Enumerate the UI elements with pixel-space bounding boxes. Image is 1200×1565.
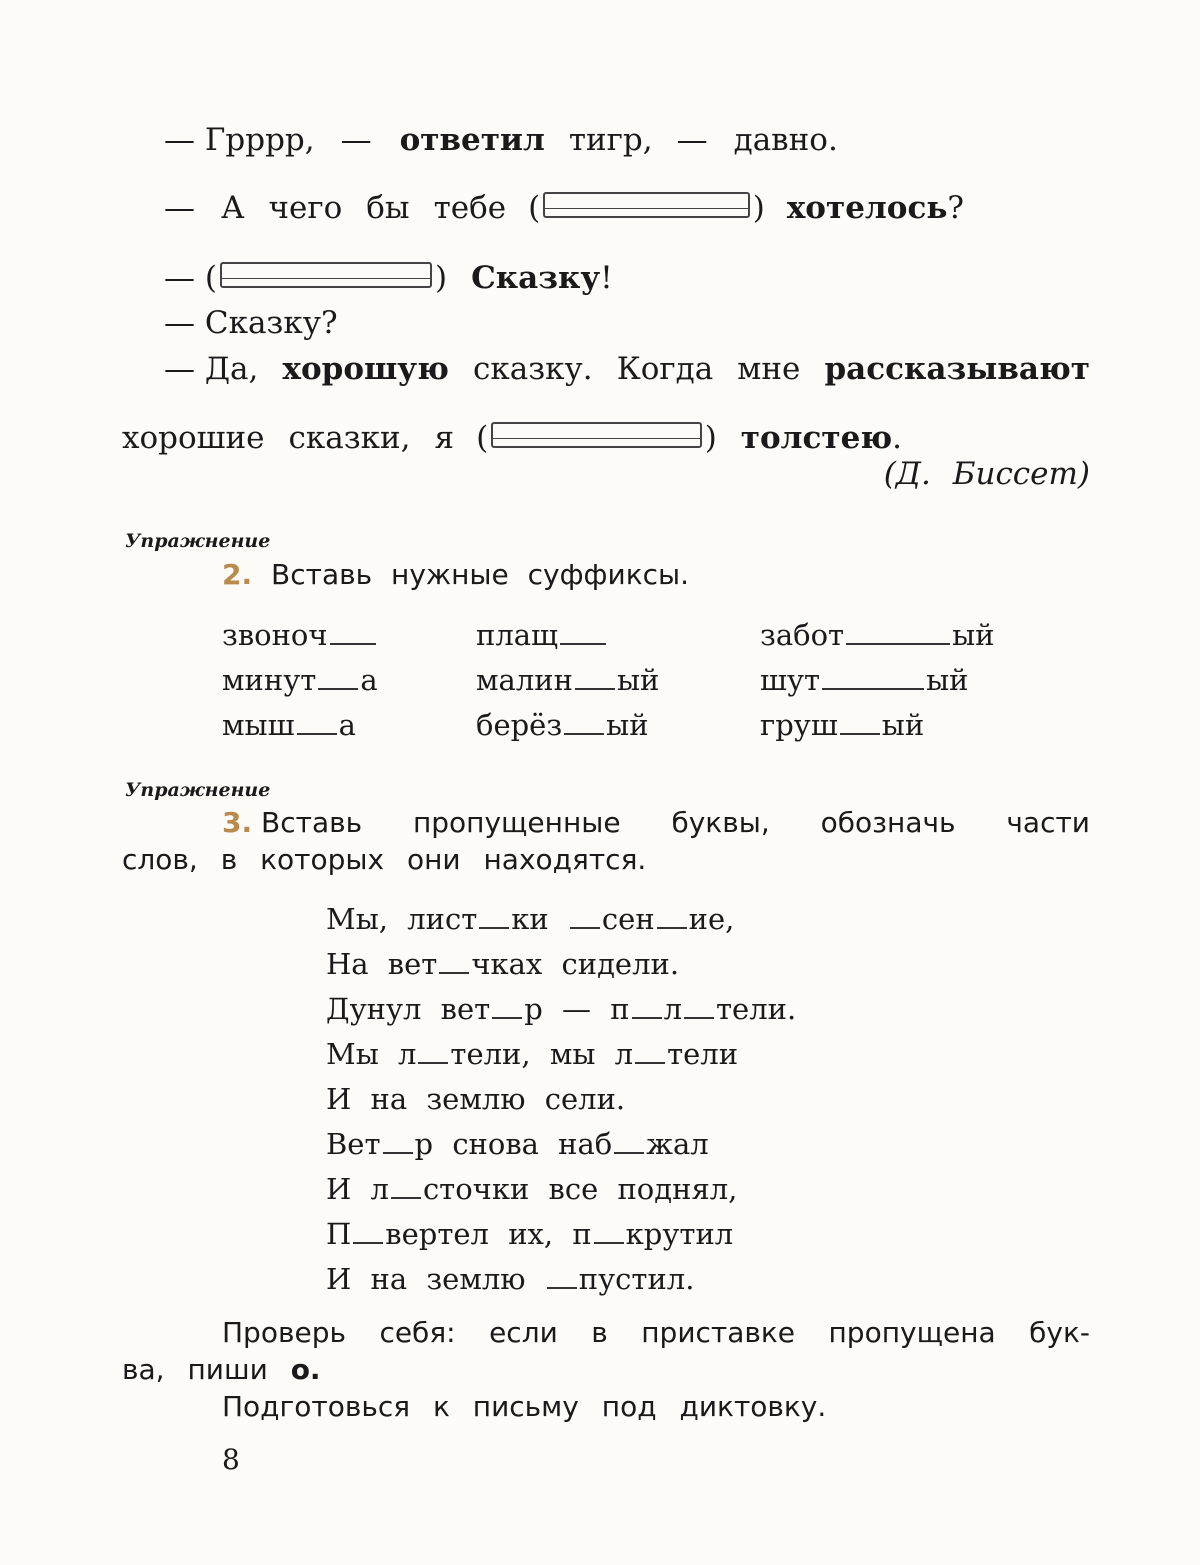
text-bold: Сказку xyxy=(471,260,601,296)
word-ending: ый xyxy=(926,663,969,697)
text: Мы, лист xyxy=(326,902,478,936)
poem-line-6 xyxy=(326,1127,709,1161)
dialogue-line-1 xyxy=(164,122,844,158)
text-bold: толстею xyxy=(740,420,893,456)
word-ending: а xyxy=(360,663,378,697)
blank-line[interactable] xyxy=(297,733,337,735)
task-text: буквы, xyxy=(671,806,770,839)
author-credit: (Д. Биссет) xyxy=(883,456,1090,492)
blank-line[interactable] xyxy=(564,733,604,735)
dialogue-line-5 xyxy=(164,351,1090,387)
word-cell xyxy=(476,708,649,742)
word-cell xyxy=(222,708,356,742)
text: бы xyxy=(366,190,410,226)
word: шут xyxy=(760,663,821,697)
task-text: Вставь xyxy=(261,806,363,839)
exercise-label: Упражнение xyxy=(125,530,271,552)
word-ending: ый xyxy=(952,618,995,652)
text: давно. xyxy=(733,122,838,158)
word: минут xyxy=(222,663,317,697)
poem-line-1 xyxy=(326,902,734,936)
text: чего xyxy=(268,190,343,226)
answer-blank[interactable] xyxy=(491,422,702,448)
blank-line[interactable] xyxy=(353,1242,383,1244)
dash: — xyxy=(164,190,195,226)
blank-line[interactable] xyxy=(479,927,509,929)
paren-close: ) xyxy=(704,420,717,456)
exercise-number: 3. xyxy=(222,806,253,839)
text: Вет xyxy=(326,1127,381,1161)
text: тели xyxy=(667,1037,739,1071)
text: А xyxy=(221,190,245,226)
text: тели. xyxy=(716,992,797,1026)
poem-line-9 xyxy=(326,1262,694,1296)
text: На вет xyxy=(326,947,438,981)
word: забот xyxy=(760,618,845,652)
page-number: 8 xyxy=(222,1443,240,1476)
text: П xyxy=(326,1217,352,1251)
poem-line-3 xyxy=(326,992,796,1026)
blank-line[interactable] xyxy=(391,1197,421,1199)
word-cell xyxy=(760,708,924,742)
word-cell xyxy=(760,618,995,652)
check-note-line-2 xyxy=(122,1353,321,1386)
text: пропущена xyxy=(828,1316,996,1349)
text: ? xyxy=(947,190,964,226)
exercise-label: Упражнение xyxy=(125,779,271,801)
word-ending: а xyxy=(338,708,356,742)
task-text: Вставь нужные суффиксы. xyxy=(271,558,690,591)
text: р снова наб xyxy=(414,1127,613,1161)
text: тели, мы л xyxy=(450,1037,634,1071)
poem-line-4 xyxy=(326,1037,738,1071)
text: — xyxy=(340,122,372,158)
word-cell xyxy=(476,618,608,652)
word-cell xyxy=(222,618,378,652)
text: если xyxy=(489,1316,558,1349)
poem-line-5 xyxy=(326,1082,625,1116)
text: ва, пиши xyxy=(122,1353,291,1386)
text: — Да, xyxy=(164,351,259,387)
word: берёз xyxy=(476,708,563,742)
text: пустил. xyxy=(578,1262,695,1296)
dialogue-line-6 xyxy=(122,420,902,456)
blank-line[interactable] xyxy=(439,972,469,974)
text: Проверь xyxy=(222,1316,346,1349)
prepare-note: Подготовься к письму под диктовку. xyxy=(222,1390,827,1423)
text: сточки все поднял, xyxy=(422,1172,738,1206)
text: ! xyxy=(600,260,613,296)
blank-line[interactable] xyxy=(492,1017,522,1019)
text: — ( xyxy=(164,260,217,296)
text: Когда xyxy=(616,351,714,387)
text: тигр, xyxy=(568,122,653,158)
text: в xyxy=(591,1316,608,1349)
text: я xyxy=(434,420,455,456)
text: И на землю сели. xyxy=(326,1082,626,1116)
answer-blank[interactable] xyxy=(543,192,750,218)
text: р — п xyxy=(524,992,630,1026)
text: себя: xyxy=(379,1316,456,1349)
poem-line-2 xyxy=(326,947,679,981)
blank-line[interactable] xyxy=(840,733,880,735)
text: мне xyxy=(737,351,801,387)
word-cell xyxy=(760,663,969,697)
blank-line[interactable] xyxy=(547,1287,577,1289)
exercise-3-task-line-2: слов, в которых они находятся. xyxy=(122,843,647,876)
blank-line[interactable] xyxy=(684,1017,714,1019)
text: — Грррр, xyxy=(164,122,315,158)
word-ending: ый xyxy=(881,708,925,742)
paren-open: ( xyxy=(528,190,541,226)
text: ки xyxy=(511,902,568,936)
exercise-number: 2. xyxy=(222,558,253,591)
task-text: обозначь xyxy=(820,806,956,839)
text: И л xyxy=(326,1172,389,1206)
word: груш xyxy=(760,708,838,742)
blank-line[interactable] xyxy=(614,1152,644,1154)
blank-line[interactable] xyxy=(570,927,600,929)
blank-line[interactable] xyxy=(575,688,615,690)
blank-line[interactable] xyxy=(594,1242,624,1244)
text: Мы л xyxy=(326,1037,417,1071)
text: сказку. xyxy=(473,351,593,387)
poem-line-7 xyxy=(326,1172,737,1206)
word-cell xyxy=(476,663,659,697)
word: звоноч xyxy=(222,618,328,652)
text: И на землю xyxy=(326,1262,545,1296)
blank-line[interactable] xyxy=(560,643,606,645)
text: — xyxy=(676,122,708,158)
text: жал xyxy=(646,1127,709,1161)
text: приставке xyxy=(641,1316,796,1349)
blank-line[interactable] xyxy=(418,1062,448,1064)
text: Дунул вет xyxy=(326,992,491,1026)
blank-line[interactable] xyxy=(632,1017,662,1019)
blank-line[interactable] xyxy=(383,1152,413,1154)
blank-line[interactable] xyxy=(318,688,358,690)
text: сказки, xyxy=(288,420,411,456)
dialogue-line-4 xyxy=(164,305,564,341)
text: сен xyxy=(601,902,655,936)
text: вертел их, п xyxy=(385,1217,592,1251)
answer-blank[interactable] xyxy=(220,262,432,288)
paren-close: ) xyxy=(752,190,765,226)
task-text: части xyxy=(1006,806,1090,839)
exercise-2-task xyxy=(222,558,689,591)
text: чках сидели. xyxy=(471,947,680,981)
text-bold: ответил xyxy=(399,122,545,158)
text-bold: хорошую xyxy=(282,351,449,387)
word-ending: ый xyxy=(616,663,660,697)
paren-open: ( xyxy=(476,420,489,456)
text-bold: о. xyxy=(290,1353,321,1386)
text: тебе xyxy=(433,190,507,226)
text-bold: хотелось xyxy=(786,190,948,226)
word-cell xyxy=(222,663,378,697)
blank-line[interactable] xyxy=(657,927,687,929)
text: ие, xyxy=(688,902,735,936)
blank-line[interactable] xyxy=(822,688,924,690)
exercise-3-task-line-1 xyxy=(222,806,1090,839)
text: л xyxy=(663,992,682,1026)
task-text: пропущенные xyxy=(412,806,621,839)
word-ending: ый xyxy=(606,708,649,742)
dialogue-line-2 xyxy=(164,190,964,226)
paren-close: ) xyxy=(434,260,448,296)
word: мыш xyxy=(222,708,295,742)
text: хорошие xyxy=(122,420,265,456)
check-note-line-1 xyxy=(222,1316,1090,1349)
text: — Сказку? xyxy=(164,305,338,341)
word: плащ xyxy=(476,618,559,652)
dialogue-line-3 xyxy=(164,260,664,296)
text: . xyxy=(892,420,902,456)
poem-line-8 xyxy=(326,1217,733,1251)
blank-line[interactable] xyxy=(635,1062,665,1064)
text: крутил xyxy=(625,1217,734,1251)
blank-line[interactable] xyxy=(330,643,376,645)
word: малин xyxy=(476,663,573,697)
text-bold: рассказывают xyxy=(824,351,1090,387)
text: бук- xyxy=(1029,1316,1090,1349)
blank-line[interactable] xyxy=(846,643,950,645)
